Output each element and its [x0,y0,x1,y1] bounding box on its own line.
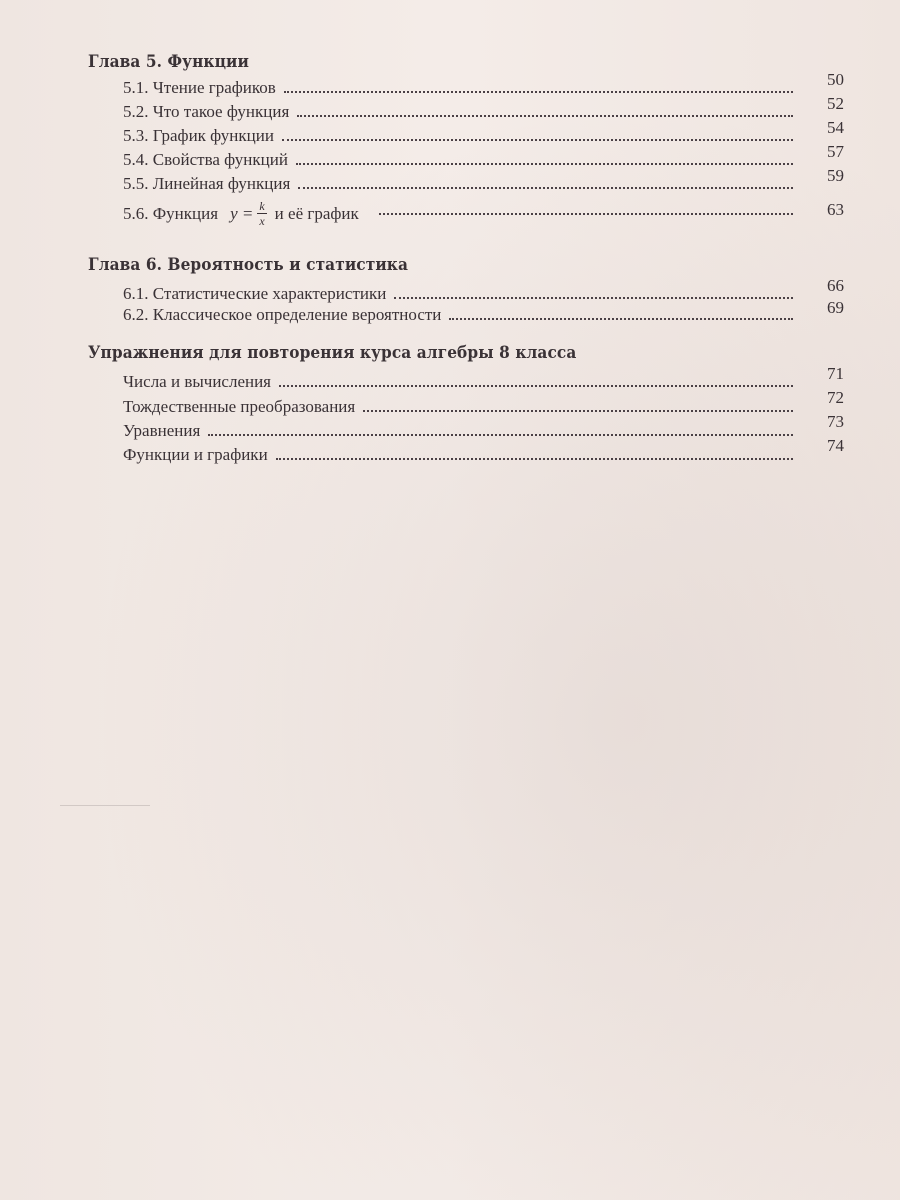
page-number: 59 [827,166,844,185]
page-number: 72 [827,388,844,407]
page-number: 54 [827,118,844,137]
entry-label: Числа и вычисления [123,372,272,391]
chapter-5-title: Глава 5. Функции [88,52,249,71]
entry-label: Уравнения [123,421,201,440]
scan-artifact [60,805,150,806]
fraction-denominator: x [259,214,265,228]
toc-entry[interactable] [123,397,793,417]
toc-entry[interactable] [123,174,793,194]
toc-entry[interactable] [123,102,793,122]
page-number: 74 [827,436,844,455]
chapter-6-title: Глава 6. Вероятность и статистика [88,255,409,274]
dot-leader [363,410,793,412]
dot-leader [297,115,793,117]
entry-label-suffix: и её график [274,203,359,223]
dot-leader [296,163,793,165]
dot-leader [379,213,793,215]
entry-label: 6.2. Классическое определение вероятности [123,305,442,324]
entry-label: 5.6. Функция [123,203,219,223]
dot-leader [298,187,793,189]
page-number: 71 [827,364,844,383]
toc-entry[interactable] [123,421,793,441]
page-number: 50 [827,70,844,89]
fraction [257,199,266,228]
entry-label: Функции и графики [123,445,268,464]
toc-entry[interactable] [123,305,793,325]
toc-entry[interactable] [123,150,793,170]
toc-entry[interactable] [123,126,793,146]
dot-leader [208,434,793,436]
entry-label: 5.1. Чтение графиков [123,78,276,97]
page-number: 57 [827,142,844,161]
entry-label: 5.2. Что такое функция [123,102,290,121]
entry-label: 5.3. График функции [123,126,274,145]
dot-leader [282,139,793,141]
toc-entry[interactable] [123,284,793,304]
page-number: 52 [827,94,844,113]
dot-leader [449,318,793,320]
entry-label: Тождественные преобразования [123,397,356,416]
toc-entry[interactable] [123,199,793,228]
entry-label: 5.4. Свойства функций [123,150,288,169]
exercises-title: Упражнения для повторения курса алгебры 8 класса [88,343,577,362]
entry-label: 5.5. Линейная функция [123,174,291,193]
dot-leader [394,297,793,299]
page-number: 63 [827,200,844,219]
entry-label: 6.1. Статистические характеристики [123,284,387,303]
fraction-numerator: k [259,199,265,213]
toc-entry[interactable] [123,372,793,392]
page-number: 66 [827,276,844,295]
toc-entry[interactable] [123,445,793,465]
page-number: 69 [827,298,844,317]
dot-leader [284,91,793,93]
formula-lhs: y = [230,203,254,223]
dot-leader [276,458,793,460]
toc-entry[interactable] [123,78,793,98]
dot-leader [279,385,793,387]
page-number: 73 [827,412,844,431]
